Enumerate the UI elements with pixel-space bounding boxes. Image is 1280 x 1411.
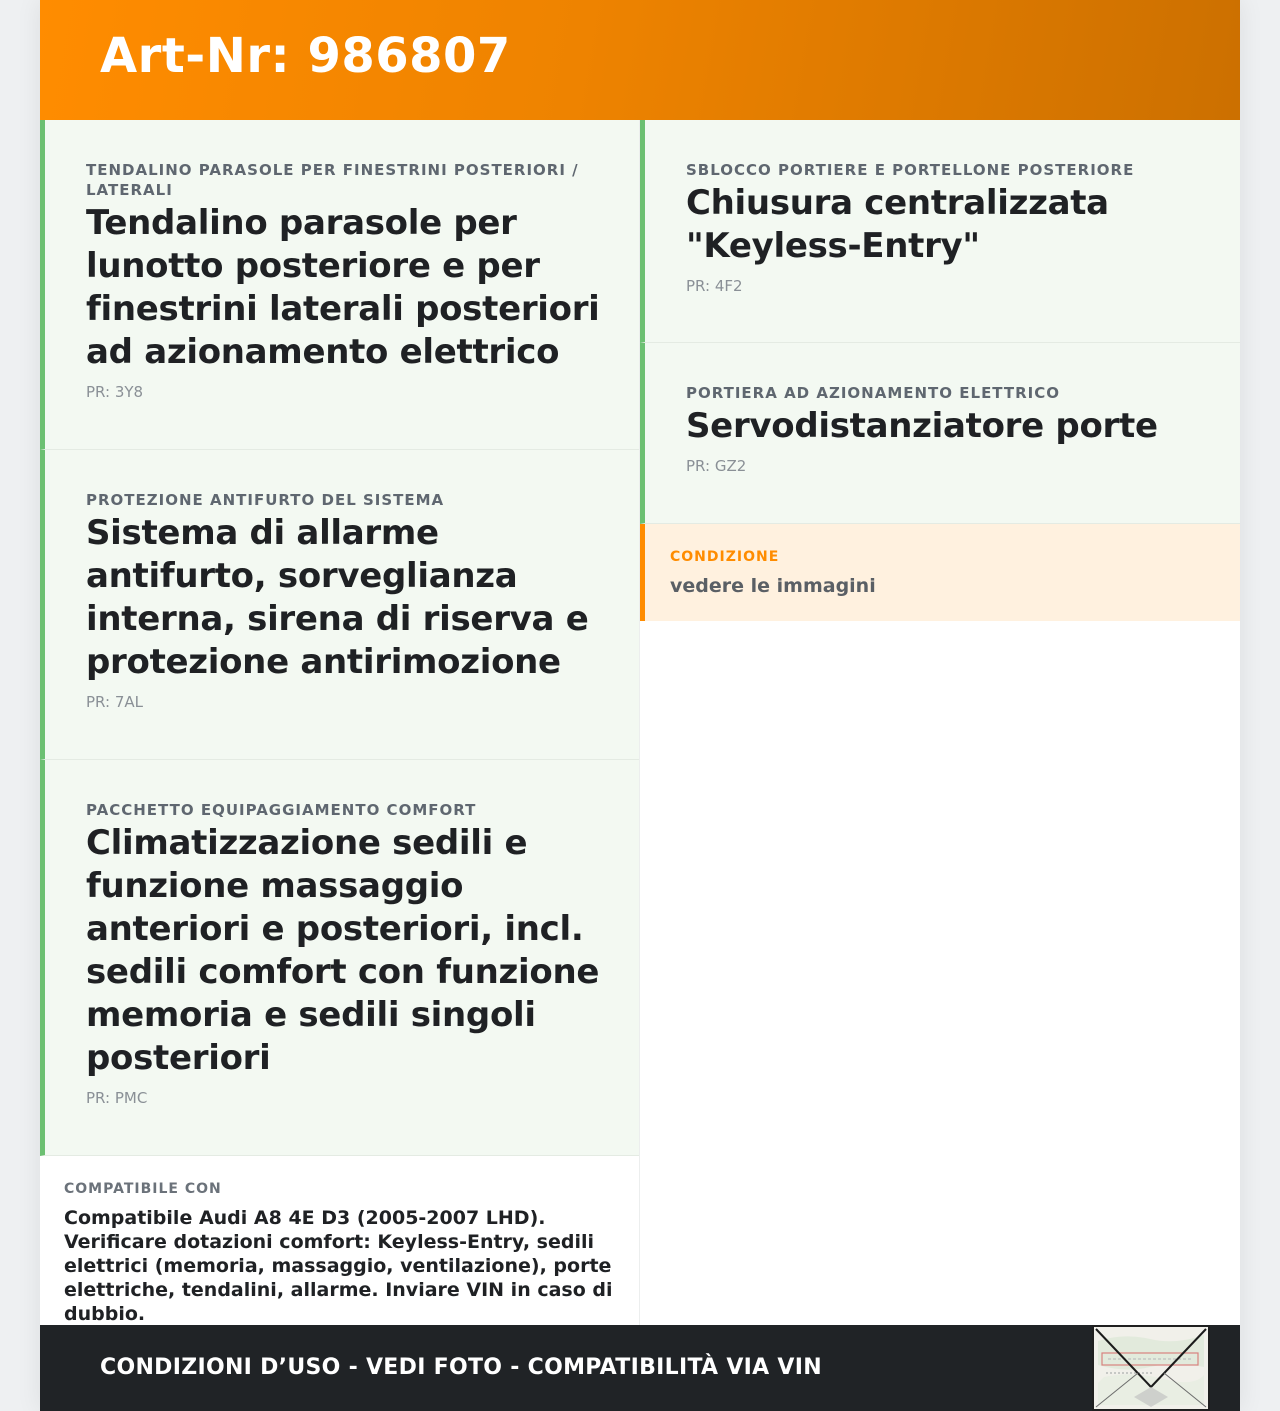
feature-title: Climatizzazione sedili e funzione massaggio anteriori e posteriori, incl. sedili comfort con funzione memoria e sedili singoli posteriori xyxy=(86,823,600,1078)
datasheet xyxy=(40,0,1240,1411)
condition-label: CONDIZIONE xyxy=(670,549,780,565)
header-banner xyxy=(40,0,1240,120)
article-number-title: Art-Nr: 986807 xyxy=(100,28,511,84)
feature-pr-code: PR: GZ2 xyxy=(686,457,747,475)
compatibility-text: Compatibile Audi A8 4E D3 (2005-2007 LHD). Verificare dotazioni comfort: Keyless-Entry, sedili elettrici (memoria, massaggio, ventilazione), porte elettriche, tendalini, allarme. Inviare VIN in caso di dubbio. xyxy=(64,1207,613,1325)
compatibility-section xyxy=(40,1156,639,1325)
feature-category: PROTEZIONE ANTIFURTO DEL SISTEMA xyxy=(86,491,445,509)
footer-terms: CONDIZIONI D’USO - VEDI FOTO - COMPATIBILITÀ VIA VIN xyxy=(100,1355,822,1380)
feature-card-comfort-package xyxy=(40,760,639,1156)
envelope-stamp-graphic xyxy=(1094,1327,1208,1409)
feature-title: Tendalino parasole per lunotto posteriore e per finestrini laterali posteriori ad azionamento elettrico xyxy=(86,203,600,372)
feature-category: TENDALINO PARASOLE PER FINESTRINI POSTERIORI / LATERALI xyxy=(86,161,579,199)
feature-pr-code: PR: 7AL xyxy=(86,693,143,711)
feature-title: Servodistanziatore porte xyxy=(686,406,1158,446)
feature-card-sunshade xyxy=(40,120,639,450)
feature-title: Sistema di allarme antifurto, sorveglianza interna, sirena di riserva e protezione antirimozione xyxy=(86,513,589,682)
feature-title: Chiusura centralizzata "Keyless-Entry" xyxy=(686,183,1109,266)
compatibility-label: COMPATIBILE CON xyxy=(64,1181,222,1197)
feature-card-alarm xyxy=(40,450,639,760)
feature-card-power-door xyxy=(640,343,1240,524)
feature-pr-code: PR: 4F2 xyxy=(686,277,743,295)
condition-box xyxy=(640,524,1240,621)
footer-bar xyxy=(40,1325,1240,1411)
feature-card-keyless-entry xyxy=(640,120,1240,343)
feature-category: SBLOCCO PORTIERE E PORTELLONE POSTERIORE xyxy=(686,161,1135,179)
feature-category: PACCHETTO EQUIPAGGIAMENTO COMFORT xyxy=(86,801,477,819)
envelope-stamp-icon xyxy=(1092,1325,1210,1411)
feature-pr-code: PR: PMC xyxy=(86,1089,148,1107)
feature-pr-code: PR: 3Y8 xyxy=(86,383,144,401)
feature-category: PORTIERA AD AZIONAMENTO ELETTRICO xyxy=(686,384,1061,402)
condition-value: vedere le immagini xyxy=(670,575,876,597)
